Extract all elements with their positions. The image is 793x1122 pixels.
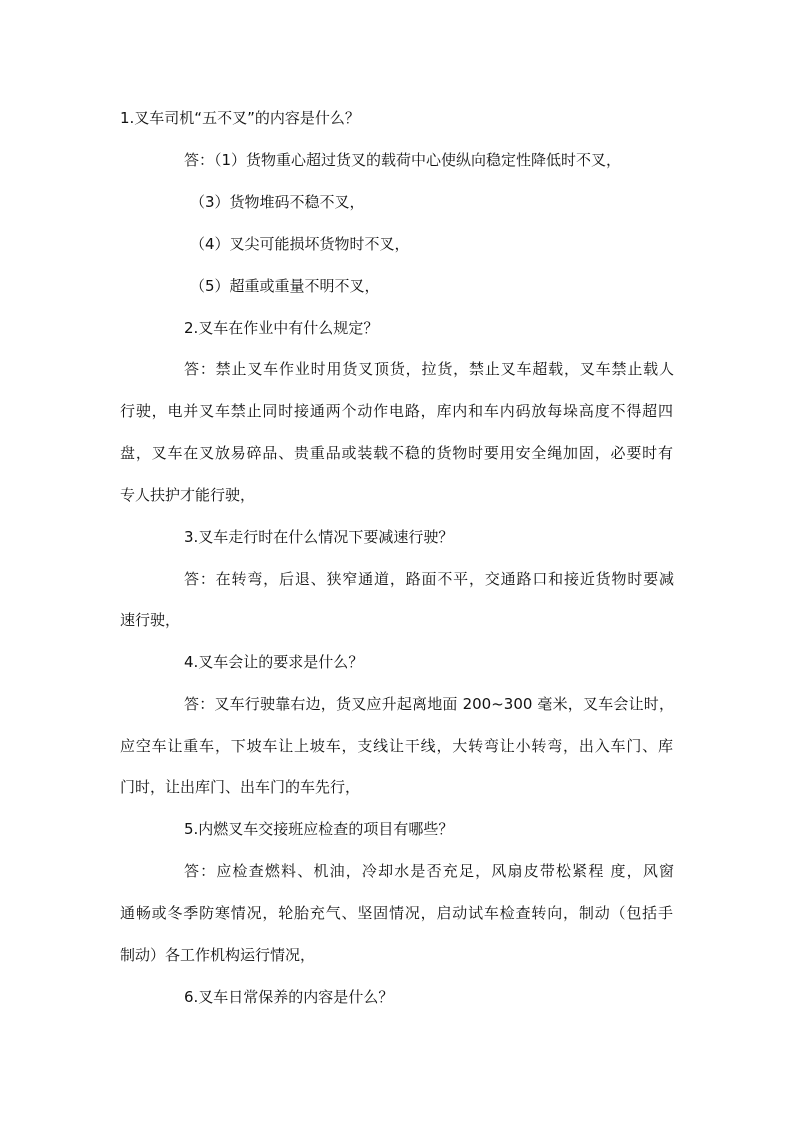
question-2: 2.叉车在作业中有什么规定？: [184, 319, 379, 337]
answer-1-item-3: （3）货物堆码不稳不叉，: [190, 193, 365, 211]
answer-5-line-3: 制动）各工作机构运行情况，: [120, 946, 316, 964]
answer-4-line-2: 应空车让重车，下坡车让上坡车，支线让干线，大转弯让小转弯，出入车门、库: [120, 737, 673, 755]
question-3: 3.叉车走行时在什么情况下要减速行驶？: [184, 528, 454, 546]
answer-5-line-2: 通畅或冬季防寒情况，轮胎充气、坚固情况，启动试车检查转向，制动（包括手: [120, 904, 673, 922]
answer-3-line-2: 速行驶，: [120, 611, 181, 629]
answer-1-item-5: （5）超重或重量不明不叉，: [190, 277, 380, 295]
answer-3-line-1: 答：在转弯，后退、狭窄通道，路面不平，交通路口和接近货物时要减: [184, 570, 674, 588]
question-1: 1.叉车司机“五不叉”的内容是什么？: [120, 109, 360, 127]
answer-2-line-2: 行驶，电并叉车禁止同时接通两个动作电路，库内和车内码放每垛高度不得超四: [120, 402, 673, 420]
answer-1-item-4: （4）叉尖可能损坏货物时不叉，: [190, 235, 410, 253]
answer-4-line-1: 答：叉车行驶靠右边，货叉应升起离地面 200~300 毫米，叉车会让时，: [184, 695, 674, 713]
answer-2-line-3: 盘，叉车在叉放易碎品、贵重品或装载不稳的货物时要用安全绳加固，必要时有: [120, 444, 673, 462]
answer-2-line-1: 答：禁止叉车作业时用货叉顶货，拉货，禁止叉车超载，叉车禁止载人: [184, 360, 674, 378]
question-5: 5.内燃叉车交接班应检查的项目有哪些？: [184, 820, 454, 838]
question-6: 6.叉车日常保养的内容是什么？: [184, 988, 394, 1006]
answer-4-line-3: 门时，让出库门、出车门的车先行，: [120, 778, 361, 796]
answer-1: 答：（1）货物重心超过货叉的载荷中心使纵向稳定性降低时不叉，: [184, 151, 622, 169]
answer-2-line-4: 专人扶护才能行驶，: [120, 486, 256, 504]
answer-5-line-1: 答：应检查燃料、机油，冷却水是否充足，风扇皮带松紧程 度，风窗: [184, 862, 674, 880]
question-4: 4.叉车会让的要求是什么？: [184, 653, 364, 671]
